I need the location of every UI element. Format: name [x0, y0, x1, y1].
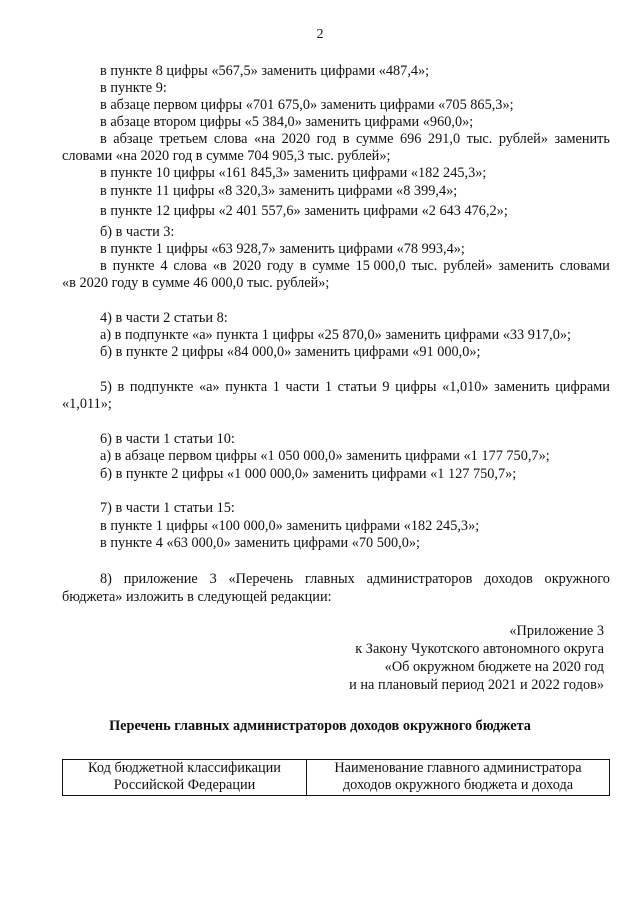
- appendix-law-period: и на плановый период 2021 и 2022 годов»: [349, 677, 604, 693]
- word: цифрами: [555, 379, 610, 395]
- word: подпункте: [129, 379, 194, 395]
- word: «Перечень: [228, 571, 294, 587]
- word: 291,0: [427, 131, 461, 147]
- word: заменить: [554, 131, 610, 147]
- justified-line: [100, 258, 610, 275]
- word: в: [342, 131, 350, 147]
- appendix-law-title: «Об окружном бюджете на 2020 год: [384, 659, 604, 675]
- word: «1,010»: [442, 379, 489, 395]
- text-line: а) в абзаце первом цифры «1 050 000,0» заменить цифрами «1 177 750,7»;: [100, 448, 550, 464]
- word: 3: [209, 571, 217, 587]
- word: 1: [324, 379, 333, 395]
- word: «на: [253, 131, 276, 147]
- text-line: в пункте 8 цифры «567,5» заменить цифрами «487,4»;: [100, 63, 430, 79]
- word: статьи: [337, 379, 377, 395]
- word: доходов: [484, 571, 533, 587]
- word: году: [267, 258, 294, 274]
- text-line: б) в пункте 2 цифры «1 000 000,0» заменить цифрами «1 127 750,7»;: [100, 466, 517, 482]
- appendix-label: «Приложение 3: [509, 623, 604, 639]
- justified-line: [100, 571, 610, 588]
- text-line: «в 2020 году в сумме 46 000,0 тыс. рублей»;: [62, 275, 330, 291]
- word: сумме: [355, 131, 394, 147]
- word: третьем: [159, 131, 208, 147]
- word: тыс.: [411, 258, 438, 274]
- text-line: в абзаце втором цифры «5 384,0» заменить цифрами «960,0»;: [100, 114, 474, 130]
- text-line: б) в пункте 2 цифры «84 000,0» заменить цифрами «91 000,0»;: [100, 344, 481, 360]
- text-line: в пункте 4 «63 000,0» заменить цифрами «70 500,0»;: [100, 535, 421, 551]
- text-line: 6) в части 1 статьи 10:: [100, 431, 235, 447]
- text-line: 7) в части 1 статьи 15:: [100, 500, 235, 516]
- table-header-name: [307, 760, 610, 796]
- justified-line: [100, 379, 610, 396]
- word: заменить: [498, 258, 554, 274]
- section-title: Перечень главных администраторов доходов окружного бюджета: [109, 718, 531, 734]
- word: 9: [382, 379, 390, 395]
- word: сумме: [312, 258, 350, 274]
- word: год: [316, 131, 337, 147]
- word: главных: [305, 571, 355, 587]
- text-line: в абзаце первом цифры «701 675,0» заменить цифрами «705 865,3»;: [100, 97, 514, 113]
- word: слова: [213, 131, 248, 147]
- page-number: 2: [316, 27, 324, 42]
- text-line: в пункте 11 цифры «8 320,3» заменить цифрами «8 399,4»;: [100, 183, 458, 199]
- table-header-code: [63, 760, 307, 796]
- justified-line: [100, 131, 610, 148]
- word: рублей»: [498, 131, 548, 147]
- word: 696: [399, 131, 422, 147]
- word: в: [100, 258, 107, 274]
- text-line: бюджета» изложить в следующей редакции:: [62, 589, 332, 605]
- text-line: а) в подпункте «а» пункта 1 цифры «25 870,0» заменить цифрами «33 917,0»;: [100, 327, 572, 343]
- word: части: [285, 379, 320, 395]
- text-line: словами «на 2020 год в сумме 704 905,3 тыс. рублей»;: [62, 148, 391, 164]
- word: тыс.: [466, 131, 493, 147]
- word: в: [100, 131, 107, 147]
- text-line: 4) в части 2 статьи 8:: [100, 310, 228, 326]
- word: «а»: [198, 379, 220, 395]
- table-header-row: [63, 760, 610, 796]
- table-header-name-line: доходов окружного бюджета и дохода: [342, 777, 574, 793]
- word: рублей»: [443, 258, 493, 274]
- word: 2020: [281, 131, 311, 147]
- table-header-name-line: Наименование главного администратора: [334, 760, 582, 776]
- text-line: в пункте 12 цифры «2 401 557,6» заменить цифрами «2 643 476,2»;: [100, 203, 508, 219]
- word: 8): [100, 571, 112, 587]
- word: заменить: [494, 379, 550, 395]
- word: 4: [160, 258, 168, 274]
- word: в: [299, 258, 307, 274]
- word: пункта: [225, 379, 268, 395]
- word: приложение: [123, 571, 198, 587]
- word: цифры: [395, 379, 437, 395]
- revenue-administrators-table: [62, 759, 610, 796]
- word: 2020: [232, 258, 262, 274]
- word: 1: [272, 379, 280, 395]
- word: слова: [173, 258, 207, 274]
- text-line: б) в части 3:: [100, 224, 175, 240]
- table-header-code-line: Российской Федерации: [113, 777, 256, 793]
- appendix-law: к Закону Чукотского автономного округа: [355, 641, 604, 657]
- text-line: «1,011»;: [62, 396, 112, 412]
- text-line: в пункте 9:: [100, 80, 167, 96]
- word: 5): [100, 379, 112, 395]
- word: в: [117, 379, 125, 395]
- word: 15 000,0: [355, 258, 406, 274]
- word: пункте: [112, 258, 155, 274]
- word: «в: [212, 258, 227, 274]
- word: словами: [559, 258, 610, 274]
- table-header-code-line: Код бюджетной классификации: [88, 760, 281, 776]
- text-line: в пункте 1 цифры «100 000,0» заменить цифрами «182 245,3»;: [100, 518, 480, 534]
- word: абзаце: [113, 131, 153, 147]
- text-line: в пункте 10 цифры «161 845,3» заменить цифрами «182 245,3»;: [100, 165, 487, 181]
- word: окружного: [544, 571, 610, 587]
- text-line: в пункте 1 цифры «63 928,7» заменить цифрами «78 993,4»;: [100, 241, 465, 257]
- word: администраторов: [366, 571, 473, 587]
